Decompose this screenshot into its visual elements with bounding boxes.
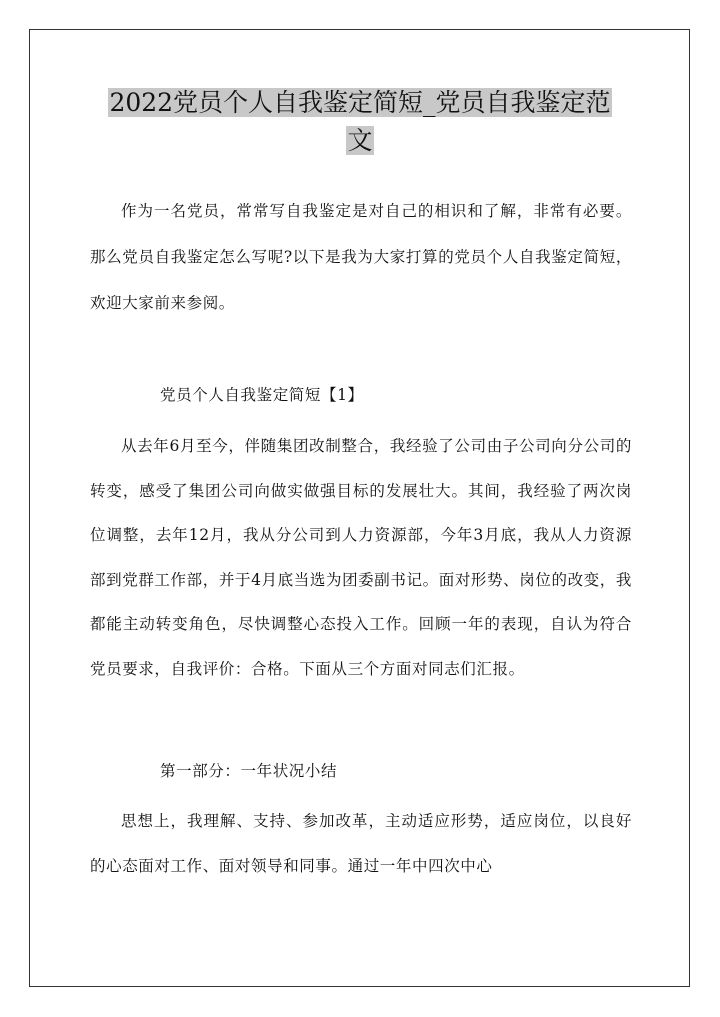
section-heading: 党员个人自我鉴定简短【1】	[160, 386, 364, 404]
thought-paragraph: 思想上，我理解、支持、参加改革，主动适应形势，适应岗位，以良好的心态面对工作、面对领导和同事。通过一年中四次中心	[90, 812, 632, 875]
title-line-1: 2022党员个人自我鉴定简短_党员自我鉴定范	[109, 88, 611, 117]
main-paragraph: 从去年6月至今，伴随集团改制整合，我经验了公司由子公司向分公司的转变，感受了集团公司向做实做强目标的发展壮大。其间，我经验了两次岗位调整，去年12月，我从分公司到人力资源部，今年3月底，我从人力资源部到党群工作部，并于4月底当选为团委副书记。面对形势、岗位的改变，我都能主动转变角色，尽快调整心态投入工作。回顾一年的表现，自认为符合党员要求，自我评价：合格。下面从三个方面对同志们汇报。	[90, 437, 632, 678]
intro-paragraph: 作为一名党员，常常写自我鉴定是对自己的相识和了解，非常有必要。那么党员自我鉴定怎么写呢?以下是我为大家打算的党员个人自我鉴定简短，欢迎大家前来参阅。	[90, 202, 632, 312]
part-heading: 第一部分：一年状况小结	[160, 762, 338, 780]
title-line-2: 文	[347, 126, 373, 155]
document-title	[60, 84, 660, 160]
